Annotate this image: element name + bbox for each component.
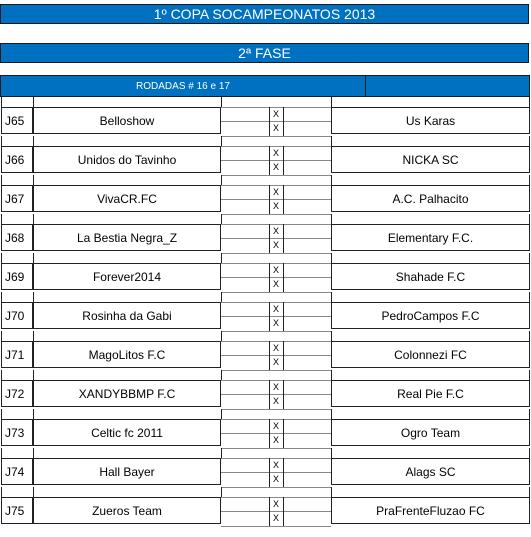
versus-mark: X xyxy=(272,382,279,392)
home-team: Hall Bayer xyxy=(33,458,221,485)
match-row xyxy=(0,263,531,292)
tournament-title-text: 1º COPA SOCAMPEONATOS 2013 xyxy=(153,6,376,22)
score-divider xyxy=(269,497,270,526)
versus-mark: X xyxy=(272,187,279,197)
grid-line xyxy=(331,409,332,419)
round-label: RODADAS # 16 e 17 xyxy=(136,81,230,92)
score-divider xyxy=(269,458,270,487)
score-row-away xyxy=(221,316,331,332)
score-row-home xyxy=(221,341,331,356)
grid-line xyxy=(1,97,2,107)
score-divider xyxy=(283,263,284,292)
row-spacer xyxy=(0,136,531,146)
score-row-home xyxy=(221,107,331,122)
score-row-away xyxy=(221,472,331,488)
row-spacer xyxy=(0,253,531,263)
grid-line xyxy=(221,136,222,146)
score-divider xyxy=(283,302,284,331)
grid-line xyxy=(33,97,34,107)
score-row-away xyxy=(221,433,331,449)
versus-mark: X xyxy=(272,318,279,328)
match-code: J68 xyxy=(1,224,33,251)
grid-line xyxy=(529,97,530,107)
match-row xyxy=(0,458,531,487)
grid-line xyxy=(33,292,34,302)
grid-line xyxy=(331,292,332,302)
home-team: VivaCR.FC xyxy=(33,185,221,212)
row-spacer xyxy=(0,331,531,341)
home-team: Celtic fc 2011 xyxy=(33,419,221,446)
home-team: Belloshow xyxy=(33,107,221,134)
grid-line xyxy=(33,409,34,419)
away-team: Ogro Team xyxy=(331,419,530,446)
grid-line xyxy=(1,175,2,185)
round-divider xyxy=(365,76,366,96)
versus-mark: X xyxy=(272,201,279,211)
versus-mark: X xyxy=(272,304,279,314)
match-code: J71 xyxy=(1,341,33,368)
match-row xyxy=(0,497,531,526)
grid-line xyxy=(221,97,222,107)
versus-mark: X xyxy=(272,396,279,406)
grid-line xyxy=(529,331,530,341)
versus-mark: X xyxy=(272,279,279,289)
away-team: NICKA SC xyxy=(331,146,530,173)
home-team: Unidos do Tavinho xyxy=(33,146,221,173)
score-row-away xyxy=(221,121,331,137)
home-team: Forever2014 xyxy=(33,263,221,290)
score-box xyxy=(221,458,331,487)
home-team: MagoLitos F.C xyxy=(33,341,221,368)
grid-line xyxy=(221,292,222,302)
grid-line xyxy=(221,409,222,419)
away-team: PedroCampos F.C xyxy=(331,302,530,329)
score-row-home xyxy=(221,185,331,200)
grid-line xyxy=(1,136,2,146)
versus-mark: X xyxy=(272,513,279,523)
score-row-home xyxy=(221,419,331,434)
score-row-away xyxy=(221,355,331,371)
match-row xyxy=(0,185,531,214)
match-code: J65 xyxy=(1,107,33,134)
away-team: Us Karas xyxy=(331,107,530,134)
score-box xyxy=(221,185,331,214)
versus-mark: X xyxy=(272,240,279,250)
grid-line xyxy=(33,214,34,224)
versus-mark: X xyxy=(272,357,279,367)
grid-line xyxy=(1,409,2,419)
score-divider xyxy=(283,185,284,214)
score-row-home xyxy=(221,146,331,161)
versus-mark: X xyxy=(272,343,279,353)
match-code: J70 xyxy=(1,302,33,329)
grid-line xyxy=(221,370,222,380)
score-row-home xyxy=(221,302,331,317)
versus-mark: X xyxy=(272,265,279,275)
match-code: J73 xyxy=(1,419,33,446)
grid-line xyxy=(33,331,34,341)
row-spacer xyxy=(0,409,531,419)
grid-line xyxy=(331,448,332,458)
versus-mark: X xyxy=(272,435,279,445)
score-divider xyxy=(269,419,270,448)
score-box xyxy=(221,146,331,175)
grid-line xyxy=(331,97,332,107)
home-team: La Bestia Negra_Z xyxy=(33,224,221,251)
row-spacer xyxy=(0,292,531,302)
grid-line xyxy=(529,214,530,224)
match-code: J69 xyxy=(1,263,33,290)
grid-line xyxy=(331,175,332,185)
match-code: J67 xyxy=(1,185,33,212)
score-box xyxy=(221,497,331,526)
grid-line xyxy=(529,136,530,146)
score-box xyxy=(221,341,331,370)
away-team: A.C. Palhacito xyxy=(331,185,530,212)
score-box xyxy=(221,263,331,292)
tournament-title xyxy=(0,4,529,24)
score-divider xyxy=(269,224,270,253)
versus-mark: X xyxy=(272,148,279,158)
match-code: J75 xyxy=(1,497,33,524)
score-divider xyxy=(269,146,270,175)
match-code: J66 xyxy=(1,146,33,173)
score-row-away xyxy=(221,199,331,215)
score-divider xyxy=(283,497,284,526)
row-spacer xyxy=(0,487,531,497)
grid-line xyxy=(1,331,2,341)
grid-line xyxy=(529,448,530,458)
grid-line xyxy=(529,253,530,263)
grid-line xyxy=(221,487,222,497)
grid-line xyxy=(221,448,222,458)
grid-line xyxy=(1,487,2,497)
score-row-away xyxy=(221,511,331,527)
grid-line xyxy=(221,214,222,224)
phase-title: 2ª FASE xyxy=(238,45,291,61)
score-row-away xyxy=(221,277,331,293)
grid-line xyxy=(221,331,222,341)
grid-line xyxy=(1,292,2,302)
score-row-away xyxy=(221,394,331,410)
grid-line xyxy=(33,370,34,380)
score-divider xyxy=(269,263,270,292)
match-row xyxy=(0,224,531,253)
versus-mark: X xyxy=(272,474,279,484)
score-divider xyxy=(283,146,284,175)
row-spacer xyxy=(0,97,531,107)
match-code: J72 xyxy=(1,380,33,407)
score-box xyxy=(221,224,331,253)
match-code: J74 xyxy=(1,458,33,485)
score-row-away xyxy=(221,160,331,176)
score-row-home xyxy=(221,263,331,278)
score-row-home xyxy=(221,380,331,395)
grid-line xyxy=(331,214,332,224)
score-box xyxy=(221,419,331,448)
grid-line xyxy=(331,370,332,380)
match-row xyxy=(0,341,531,370)
row-spacer xyxy=(0,175,531,185)
away-team: PraFrenteFluzao FC xyxy=(331,497,530,524)
score-divider xyxy=(283,419,284,448)
grid-line xyxy=(1,370,2,380)
versus-mark: X xyxy=(272,162,279,172)
match-row xyxy=(0,107,531,136)
grid-line xyxy=(331,331,332,341)
grid-line xyxy=(529,409,530,419)
score-box xyxy=(221,380,331,409)
away-team: Shahade F.C xyxy=(331,263,530,290)
score-divider xyxy=(269,107,270,136)
match-row xyxy=(0,146,531,175)
score-row-away xyxy=(221,238,331,254)
grid-line xyxy=(33,253,34,263)
score-divider xyxy=(283,224,284,253)
score-divider xyxy=(283,107,284,136)
versus-mark: X xyxy=(272,123,279,133)
grid-line xyxy=(529,292,530,302)
round-header xyxy=(0,75,530,97)
versus-mark: X xyxy=(272,421,279,431)
grid-line xyxy=(331,487,332,497)
score-divider xyxy=(269,341,270,370)
grid-line xyxy=(1,448,2,458)
away-team: Real Pie F.C xyxy=(331,380,530,407)
score-divider xyxy=(283,458,284,487)
grid-line xyxy=(33,487,34,497)
home-team: XANDYBBMP F.C xyxy=(33,380,221,407)
home-team: Zueros Team xyxy=(33,497,221,524)
score-box xyxy=(221,302,331,331)
row-spacer xyxy=(0,370,531,380)
grid-line xyxy=(33,448,34,458)
score-divider xyxy=(283,380,284,409)
grid-line xyxy=(221,175,222,185)
row-spacer xyxy=(0,448,531,458)
score-divider xyxy=(269,380,270,409)
score-divider xyxy=(269,302,270,331)
grid-line xyxy=(221,253,222,263)
score-row-home xyxy=(221,458,331,473)
score-divider xyxy=(269,185,270,214)
match-row xyxy=(0,380,531,409)
away-team: Elementary F.C. xyxy=(331,224,530,251)
home-team: Rosinha da Gabi xyxy=(33,302,221,329)
grid-line xyxy=(529,175,530,185)
match-row xyxy=(0,302,531,331)
grid-line xyxy=(1,214,2,224)
grid-line xyxy=(33,136,34,146)
score-row-home xyxy=(221,224,331,239)
grid-line xyxy=(1,253,2,263)
grid-line xyxy=(331,253,332,263)
match-row xyxy=(0,419,531,448)
versus-mark: X xyxy=(272,226,279,236)
away-team: Alags SC xyxy=(331,458,530,485)
grid-line xyxy=(331,136,332,146)
score-divider xyxy=(283,341,284,370)
score-box xyxy=(221,107,331,136)
grid-line xyxy=(33,175,34,185)
grid-line xyxy=(529,370,530,380)
versus-mark: X xyxy=(272,109,279,119)
phase-header xyxy=(0,43,529,63)
away-team: Colonnezi FC xyxy=(331,341,530,368)
score-row-home xyxy=(221,497,331,512)
versus-mark: X xyxy=(272,460,279,470)
grid-line xyxy=(529,487,530,497)
row-spacer xyxy=(0,214,531,224)
versus-mark: X xyxy=(272,499,279,509)
